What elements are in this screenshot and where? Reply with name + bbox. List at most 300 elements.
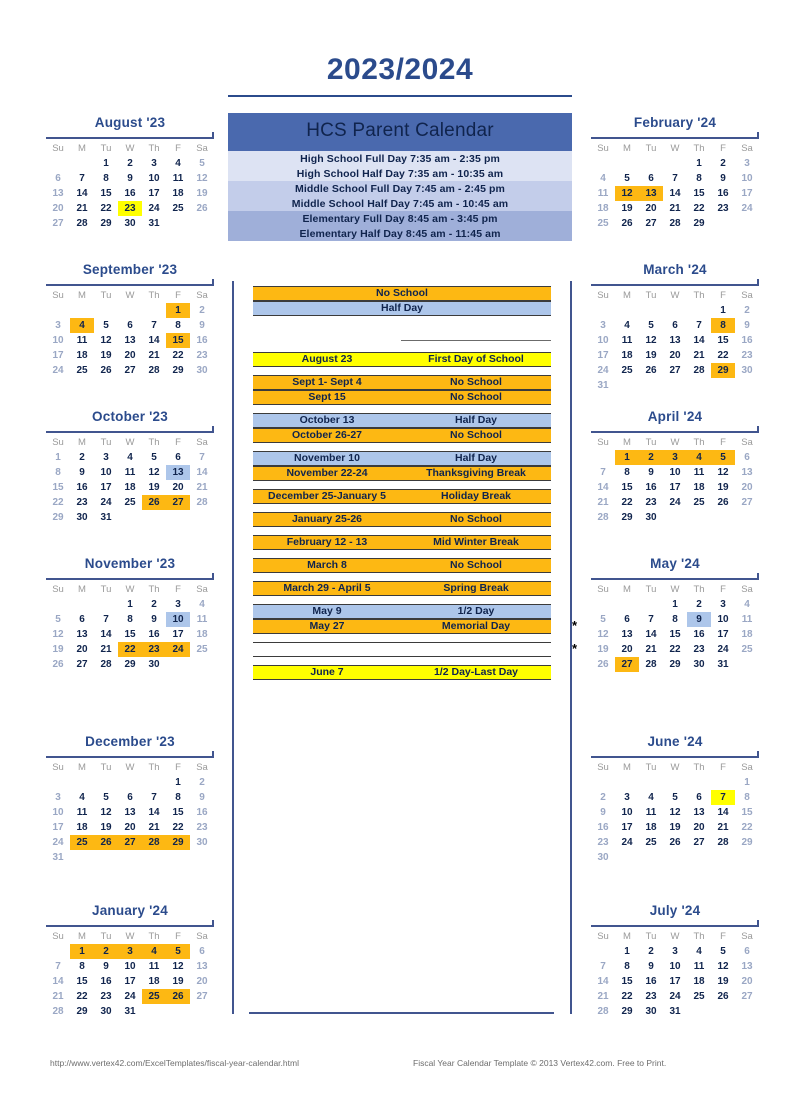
day-cell: 29 xyxy=(711,363,735,378)
day-cell: 1 xyxy=(720,305,726,316)
day-cell: 6 xyxy=(648,173,654,184)
weekday-header: Sa xyxy=(196,143,208,154)
day-cell: 1 xyxy=(70,944,94,959)
day-cell: 6 xyxy=(55,173,61,184)
day-cell-empty xyxy=(735,378,759,393)
day-cell-empty xyxy=(118,775,142,790)
weekday-header: Su xyxy=(52,290,64,301)
event-date: August 23 xyxy=(301,353,353,365)
day-cell: 3 xyxy=(744,158,750,169)
weekday-header: Su xyxy=(597,143,609,154)
day-cell: 8 xyxy=(175,792,181,803)
schedule-line: Elementary Half Day 8:45 am - 11:45 am xyxy=(228,226,572,241)
weekday-header: F xyxy=(720,290,726,301)
day-cell: 5 xyxy=(55,614,61,625)
day-cell: 23 xyxy=(645,497,657,508)
day-cell: 5 xyxy=(103,320,109,331)
day-cell-empty xyxy=(166,850,190,865)
day-cell-empty xyxy=(142,850,166,865)
legend-divider xyxy=(253,334,551,347)
spacer xyxy=(234,405,570,413)
day-cell: 7 xyxy=(600,961,606,972)
day-cell: 12 xyxy=(717,467,729,478)
day-cell: 31 xyxy=(148,218,160,229)
day-cell-empty xyxy=(190,1004,214,1019)
day-cell: 18 xyxy=(741,629,753,640)
day-cell: 14 xyxy=(76,188,88,199)
schedule-line: Middle School Half Day 7:45 am - 10:45 am xyxy=(228,196,572,211)
day-cell: 23 xyxy=(717,203,729,214)
day-cell: 8 xyxy=(624,467,630,478)
day-cell: 8 xyxy=(696,173,702,184)
day-cell: 27 xyxy=(669,365,681,376)
weekday-header: F xyxy=(720,762,726,773)
month-title: January '24 xyxy=(92,903,168,918)
day-cell-empty xyxy=(663,775,687,790)
day-cell: 4 xyxy=(648,792,654,803)
day-cell: 28 xyxy=(148,365,160,376)
spacer xyxy=(234,367,570,375)
day-cell-empty xyxy=(711,775,735,790)
day-cell: 21 xyxy=(693,350,705,361)
day-cell: 10 xyxy=(166,612,190,627)
day-cell: 18 xyxy=(693,482,705,493)
event-date: March 8 xyxy=(307,559,347,571)
day-cell: 12 xyxy=(717,961,729,972)
day-cell: 28 xyxy=(597,512,609,523)
month-title: May '24 xyxy=(650,556,700,571)
month-title: August '23 xyxy=(94,115,166,130)
month-title-divider xyxy=(46,279,214,286)
weekday-header: Sa xyxy=(741,762,753,773)
day-cell: 16 xyxy=(148,629,160,640)
weekday-header: F xyxy=(175,290,181,301)
day-cell: 24 xyxy=(669,991,681,1002)
weekday-header: Tu xyxy=(645,143,657,154)
day-cell: 29 xyxy=(621,512,633,523)
day-cell: 17 xyxy=(741,188,753,199)
day-cell: 12 xyxy=(52,629,64,640)
event-row xyxy=(253,352,551,367)
day-cell: 6 xyxy=(127,320,133,331)
day-cell: 2 xyxy=(199,777,205,788)
day-cell: 26 xyxy=(196,203,208,214)
day-cell-empty xyxy=(70,303,94,318)
day-cell: 19 xyxy=(100,822,112,833)
day-cell: 9 xyxy=(199,320,205,331)
day-cell: 7 xyxy=(103,614,109,625)
day-cell: 13 xyxy=(166,465,190,480)
weekday-header: Tu xyxy=(645,437,657,448)
weekday-header: W xyxy=(670,437,680,448)
day-cell: 14 xyxy=(597,976,609,987)
month-title-divider xyxy=(591,279,759,286)
weekday-header: Th xyxy=(693,143,705,154)
day-cell: 1 xyxy=(624,946,630,957)
weekday-header: Th xyxy=(148,931,160,942)
day-cell: 23 xyxy=(196,350,208,361)
day-cell: 27 xyxy=(741,991,753,1002)
day-cell: 5 xyxy=(166,944,190,959)
day-cell-empty xyxy=(591,156,615,171)
event-description: Thanksgiving Break xyxy=(426,467,526,479)
day-cell: 25 xyxy=(645,837,657,848)
day-cell: 31 xyxy=(100,512,112,523)
month-grid xyxy=(591,142,759,231)
day-cell: 11 xyxy=(196,614,208,625)
day-cell-empty xyxy=(735,1004,759,1019)
day-cell-empty xyxy=(687,378,711,393)
day-cell: 3 xyxy=(624,792,630,803)
weekday-header: W xyxy=(125,762,135,773)
day-cell: 30 xyxy=(645,1006,657,1017)
day-cell-empty xyxy=(663,156,687,171)
month-title: July '24 xyxy=(649,903,701,918)
event-description: 1/2 Day xyxy=(457,605,495,617)
month-grid xyxy=(591,761,759,865)
event-description: No School xyxy=(450,391,502,403)
day-cell: 1 xyxy=(55,452,61,463)
day-cell-empty xyxy=(591,597,615,612)
day-cell: 13 xyxy=(669,335,681,346)
event-description: Mid Winter Break xyxy=(433,536,519,548)
day-cell: 21 xyxy=(597,991,609,1002)
day-cell-empty xyxy=(615,850,639,865)
legend-label: Half Day xyxy=(380,302,423,314)
day-cell-empty xyxy=(591,303,615,318)
event-row xyxy=(253,665,551,680)
day-cell: 18 xyxy=(124,482,136,493)
day-cell: 12 xyxy=(172,961,184,972)
day-cell: 10 xyxy=(669,961,681,972)
weekday-header: F xyxy=(720,584,726,595)
day-cell: 11 xyxy=(693,961,705,972)
day-cell: 19 xyxy=(100,350,112,361)
day-cell: 18 xyxy=(645,822,657,833)
month-grid xyxy=(46,930,214,1019)
day-cell: 11 xyxy=(124,467,136,478)
spacer xyxy=(234,596,570,604)
day-cell: 15 xyxy=(166,333,190,348)
weekday-header: Tu xyxy=(100,143,112,154)
weekday-header: Su xyxy=(52,762,64,773)
day-cell-empty xyxy=(70,597,94,612)
day-cell: 21 xyxy=(196,482,208,493)
day-cell: 10 xyxy=(669,467,681,478)
day-cell: 25 xyxy=(70,835,94,850)
day-cell-empty xyxy=(735,510,759,525)
day-cell: 24 xyxy=(621,837,633,848)
day-cell: 18 xyxy=(172,188,184,199)
day-cell: 24 xyxy=(741,203,753,214)
day-cell: 6 xyxy=(199,946,205,957)
day-cell: 7 xyxy=(55,961,61,972)
event-date: June 7 xyxy=(310,666,344,678)
day-cell: 25 xyxy=(142,989,166,1004)
day-cell: 24 xyxy=(166,642,190,657)
day-cell: 26 xyxy=(52,659,64,670)
day-cell-empty xyxy=(687,850,711,865)
schedule-line: High School Half Day 7:35 am - 10:35 am xyxy=(228,166,572,181)
weekday-header: Th xyxy=(148,437,160,448)
day-cell: 24 xyxy=(100,497,112,508)
day-cell: 28 xyxy=(669,218,681,229)
day-cell-empty xyxy=(118,850,142,865)
day-cell-empty xyxy=(735,216,759,231)
weekday-header: M xyxy=(78,762,86,773)
day-cell: 11 xyxy=(76,335,88,346)
day-cell: 2 xyxy=(94,944,118,959)
month-title: October '23 xyxy=(92,409,168,424)
day-cell: 19 xyxy=(717,976,729,987)
day-cell: 12 xyxy=(669,807,681,818)
day-cell: 22 xyxy=(741,822,753,833)
day-cell-empty xyxy=(166,1004,190,1019)
day-cell: 13 xyxy=(196,961,208,972)
day-cell: 14 xyxy=(196,467,208,478)
day-cell: 17 xyxy=(124,976,136,987)
day-cell: 5 xyxy=(151,452,157,463)
day-cell: 18 xyxy=(76,350,88,361)
day-cell-empty xyxy=(142,1004,166,1019)
weekday-header: W xyxy=(670,931,680,942)
weekday-header: M xyxy=(78,931,86,942)
day-cell: 11 xyxy=(172,173,184,184)
weekday-header: Sa xyxy=(741,290,753,301)
day-cell: 27 xyxy=(118,835,142,850)
event-date: October 13 xyxy=(299,414,355,426)
spacer xyxy=(234,316,570,334)
day-cell-empty xyxy=(711,510,735,525)
weekday-header: Tu xyxy=(100,584,112,595)
day-cell: 25 xyxy=(693,497,705,508)
day-cell-empty xyxy=(735,850,759,865)
day-cell: 23 xyxy=(597,837,609,848)
spacer xyxy=(234,504,570,512)
day-cell: 25 xyxy=(196,644,208,655)
day-cell-empty xyxy=(142,775,166,790)
day-cell: 21 xyxy=(52,991,64,1002)
month-grid xyxy=(591,583,759,672)
day-cell: 27 xyxy=(196,991,208,1002)
day-cell: 6 xyxy=(672,320,678,331)
month-title-divider xyxy=(46,426,214,433)
month-calendar xyxy=(46,115,214,231)
event-row xyxy=(253,413,551,428)
day-cell: 14 xyxy=(717,807,729,818)
day-cell: 20 xyxy=(196,976,208,987)
day-cell: 24 xyxy=(717,644,729,655)
day-cell: 30 xyxy=(597,852,609,863)
day-cell: 3 xyxy=(720,599,726,610)
day-cell: 16 xyxy=(100,976,112,987)
day-cell: 26 xyxy=(166,989,190,1004)
spacer xyxy=(234,550,570,558)
day-cell: 17 xyxy=(717,629,729,640)
day-cell: 7 xyxy=(648,614,654,625)
day-cell-empty xyxy=(639,378,663,393)
weekday-header: M xyxy=(78,143,86,154)
day-cell: 21 xyxy=(148,350,160,361)
day-cell: 14 xyxy=(148,807,160,818)
day-cell-empty xyxy=(591,450,615,465)
day-cell: 14 xyxy=(52,976,64,987)
day-cell: 5 xyxy=(711,450,735,465)
weekday-header: Tu xyxy=(645,290,657,301)
month-calendar xyxy=(591,556,759,672)
day-cell: 16 xyxy=(717,188,729,199)
day-cell: 17 xyxy=(52,350,64,361)
day-cell: 12 xyxy=(597,629,609,640)
day-cell-empty xyxy=(70,775,94,790)
day-cell: 7 xyxy=(199,452,205,463)
weekday-header: M xyxy=(623,931,631,942)
weekday-header: F xyxy=(720,143,726,154)
day-cell: 31 xyxy=(717,659,729,670)
day-cell: 2 xyxy=(127,158,133,169)
day-cell: 8 xyxy=(79,961,85,972)
weekday-header: W xyxy=(670,143,680,154)
weekday-header: Su xyxy=(597,437,609,448)
event-description: First Day of School xyxy=(428,353,524,365)
event-row xyxy=(253,451,551,466)
day-cell-empty xyxy=(687,1004,711,1019)
day-cell: 11 xyxy=(76,807,88,818)
day-cell: 3 xyxy=(55,320,61,331)
day-cell: 14 xyxy=(669,188,681,199)
day-cell: 17 xyxy=(597,350,609,361)
day-cell: 3 xyxy=(600,320,606,331)
day-cell: 21 xyxy=(76,203,88,214)
day-cell: 5 xyxy=(103,792,109,803)
day-cell: 10 xyxy=(52,807,64,818)
day-cell-empty xyxy=(711,378,735,393)
weekday-header: M xyxy=(623,584,631,595)
day-cell: 15 xyxy=(621,976,633,987)
day-cell-empty xyxy=(46,597,70,612)
weekday-header: Su xyxy=(52,584,64,595)
day-cell: 25 xyxy=(621,365,633,376)
day-cell-empty xyxy=(687,303,711,318)
weekday-header: Sa xyxy=(196,762,208,773)
day-cell: 29 xyxy=(52,512,64,523)
footer-url[interactable]: http://www.vertex42.com/ExcelTemplates/fiscal-year-calendar.html xyxy=(50,1058,299,1068)
day-cell-empty xyxy=(615,597,639,612)
month-title-divider xyxy=(591,573,759,580)
day-cell: 30 xyxy=(124,218,136,229)
day-cell: 2 xyxy=(151,599,157,610)
day-cell: 29 xyxy=(124,659,136,670)
event-description: Holiday Break xyxy=(440,490,512,502)
day-cell: 27 xyxy=(693,837,705,848)
day-cell: 7 xyxy=(79,173,85,184)
day-cell: 28 xyxy=(693,365,705,376)
day-cell: 28 xyxy=(717,837,729,848)
day-cell: 4 xyxy=(70,318,94,333)
weekday-header: F xyxy=(175,762,181,773)
day-cell: 4 xyxy=(175,158,181,169)
day-cell: 1 xyxy=(127,599,133,610)
month-title: September '23 xyxy=(82,262,178,277)
day-cell: 28 xyxy=(76,218,88,229)
day-cell: 6 xyxy=(175,452,181,463)
day-cell: 9 xyxy=(648,961,654,972)
day-cell: 27 xyxy=(76,659,88,670)
day-cell: 13 xyxy=(639,186,663,201)
day-cell: 26 xyxy=(597,659,609,670)
weekday-header: W xyxy=(670,290,680,301)
day-cell-empty xyxy=(166,216,190,231)
day-cell: 15 xyxy=(741,807,753,818)
day-cell: 17 xyxy=(100,482,112,493)
month-title-divider xyxy=(46,751,214,758)
day-cell: 24 xyxy=(52,365,64,376)
event-description: Half Day xyxy=(454,452,497,464)
spacer xyxy=(234,527,570,535)
day-cell: 26 xyxy=(621,218,633,229)
day-cell: 16 xyxy=(76,482,88,493)
month-title-divider xyxy=(46,573,214,580)
day-cell: 8 xyxy=(103,173,109,184)
day-cell: 3 xyxy=(151,158,157,169)
day-cell: 9 xyxy=(127,173,133,184)
day-cell: 2 xyxy=(79,452,85,463)
day-cell: 22 xyxy=(100,203,112,214)
month-grid xyxy=(591,289,759,393)
event-date: March 29 - April 5 xyxy=(283,582,371,594)
day-cell: 10 xyxy=(717,614,729,625)
day-cell: 14 xyxy=(597,482,609,493)
day-cell: 22 xyxy=(172,822,184,833)
day-cell: 22 xyxy=(621,497,633,508)
day-cell: 2 xyxy=(639,450,663,465)
day-cell-empty xyxy=(46,303,70,318)
month-title: February '24 xyxy=(633,115,717,130)
weekday-header: W xyxy=(125,143,135,154)
day-cell: 19 xyxy=(717,482,729,493)
month-grid xyxy=(591,436,759,525)
weekday-header: F xyxy=(175,931,181,942)
weekday-header: Sa xyxy=(196,437,208,448)
events-panel xyxy=(232,281,577,1014)
day-cell: 20 xyxy=(621,644,633,655)
event-date: Sept 15 xyxy=(308,391,346,403)
day-cell: 8 xyxy=(624,961,630,972)
month-title-divider xyxy=(46,920,214,927)
day-cell: 13 xyxy=(741,467,753,478)
day-cell: 27 xyxy=(645,218,657,229)
weekday-header: Tu xyxy=(645,762,657,773)
day-cell: 13 xyxy=(693,807,705,818)
weekday-header: Sa xyxy=(741,143,753,154)
day-cell: 3 xyxy=(103,452,109,463)
weekday-header: Sa xyxy=(196,931,208,942)
month-title-divider xyxy=(591,751,759,758)
day-cell: 29 xyxy=(100,218,112,229)
day-cell: 1 xyxy=(166,303,190,318)
day-cell: 22 xyxy=(172,350,184,361)
day-cell: 24 xyxy=(669,497,681,508)
day-cell: 22 xyxy=(118,642,142,657)
day-cell: 2 xyxy=(600,792,606,803)
day-cell: 25 xyxy=(597,218,609,229)
weekday-header: Th xyxy=(693,290,705,301)
day-cell-empty xyxy=(711,1004,735,1019)
weekday-header: Su xyxy=(597,762,609,773)
month-title: December '23 xyxy=(85,734,175,749)
day-cell: 23 xyxy=(741,350,753,361)
day-cell: 5 xyxy=(600,614,606,625)
